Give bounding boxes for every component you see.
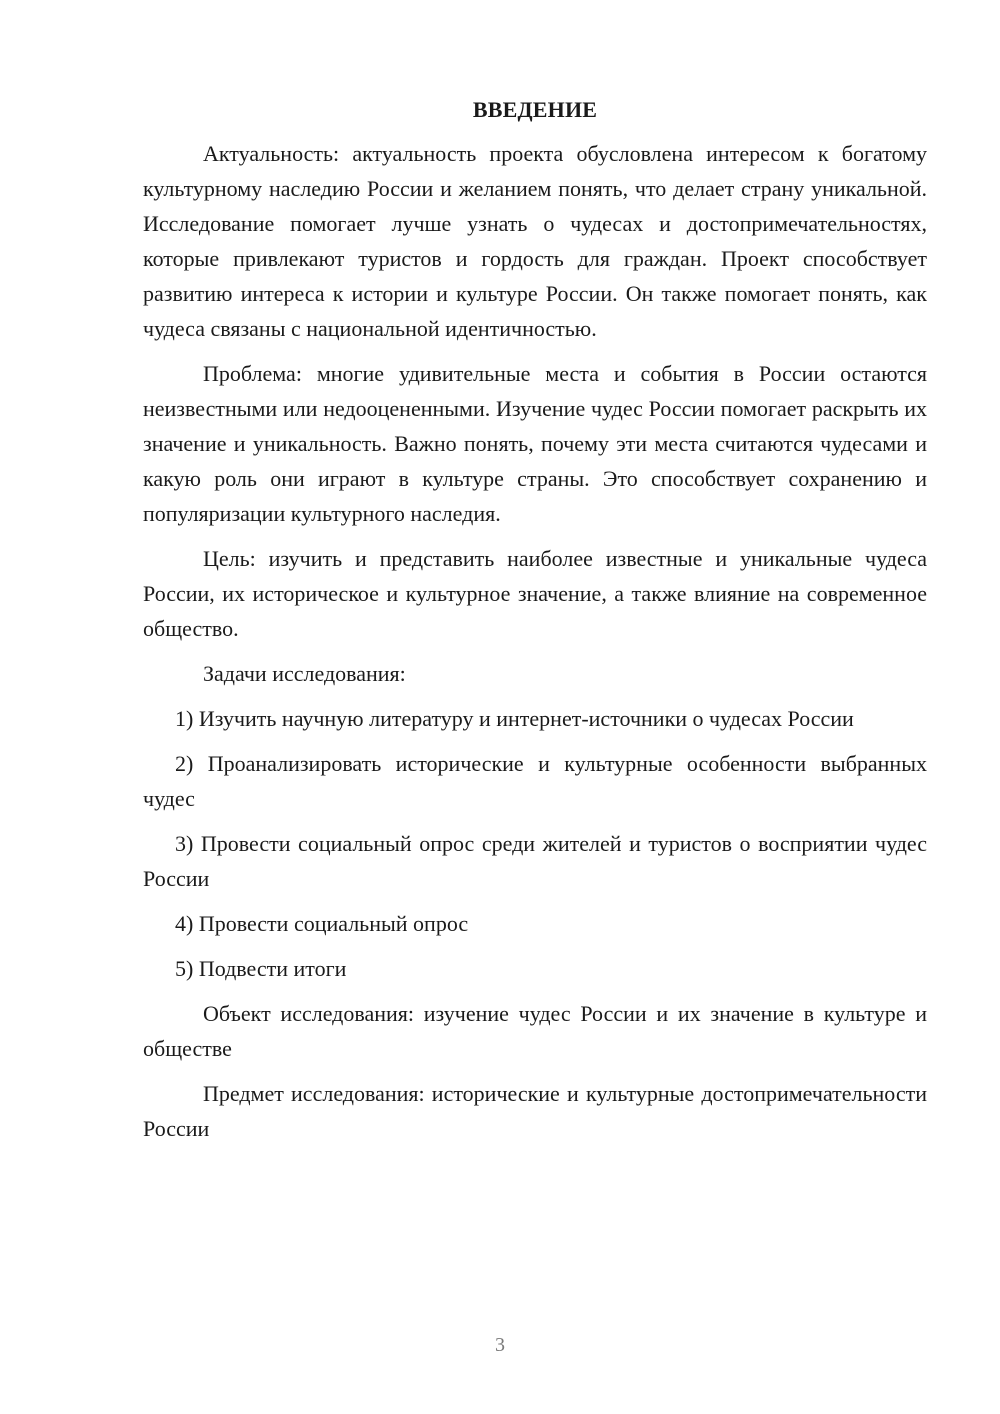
task-item-3: 3) Провести социальный опрос среди жителей и туристов о восприятии чудес России (143, 831, 927, 891)
task-item-2: 2) Проанализировать исторические и культурные особенности выбранных чудес (143, 751, 927, 811)
page-title: ВВЕДЕНИЕ (472, 97, 598, 122)
relevance-paragraph: Актуальность: актуальность проекта обусловлена интересом к богатому культурному наследию России и желанием понять, что делает страну уникальной. Исследование помогает лучше узнать о чудесах и достопримечательностях, которые привлекают туристов и гордость для граждан. Проект способствует развитию интереса к истории и культуре России. Он также помогает понять, как чудеса связаны с национальной идентичностью. (143, 141, 927, 341)
goal-paragraph: Цель: изучить и представить наиболее известные и уникальные чудеса России, их историческое и культурное значение, а также влияние на современное общество. (143, 546, 927, 641)
object-paragraph: Объект исследования: изучение чудес России и их значение в культуре и обществе (143, 1001, 927, 1061)
page-number: 3 (495, 1334, 505, 1356)
task-item-5: 5) Подвести итоги (175, 956, 347, 981)
task-item-4: 4) Провести социальный опрос (175, 911, 469, 936)
subject-paragraph: Предмет исследования: исторические и культурные достопримечательности России (143, 1081, 927, 1141)
problem-paragraph: Проблема: многие удивительные места и события в России остаются неизвестными или недооцененными. Изучение чудес России помогает раскрыть их значение и уникальность. Важно понять, почему эти места считаются чудесами и какую роль они играют в культуре страны. Это способствует сохранению и популяризации культурного наследия. (143, 361, 927, 526)
document-page (143, 93, 927, 1146)
tasks-heading: Задачи исследования: (203, 661, 406, 686)
task-item-1: 1) Изучить научную литературу и интернет-источники о чудесах России (175, 706, 854, 731)
